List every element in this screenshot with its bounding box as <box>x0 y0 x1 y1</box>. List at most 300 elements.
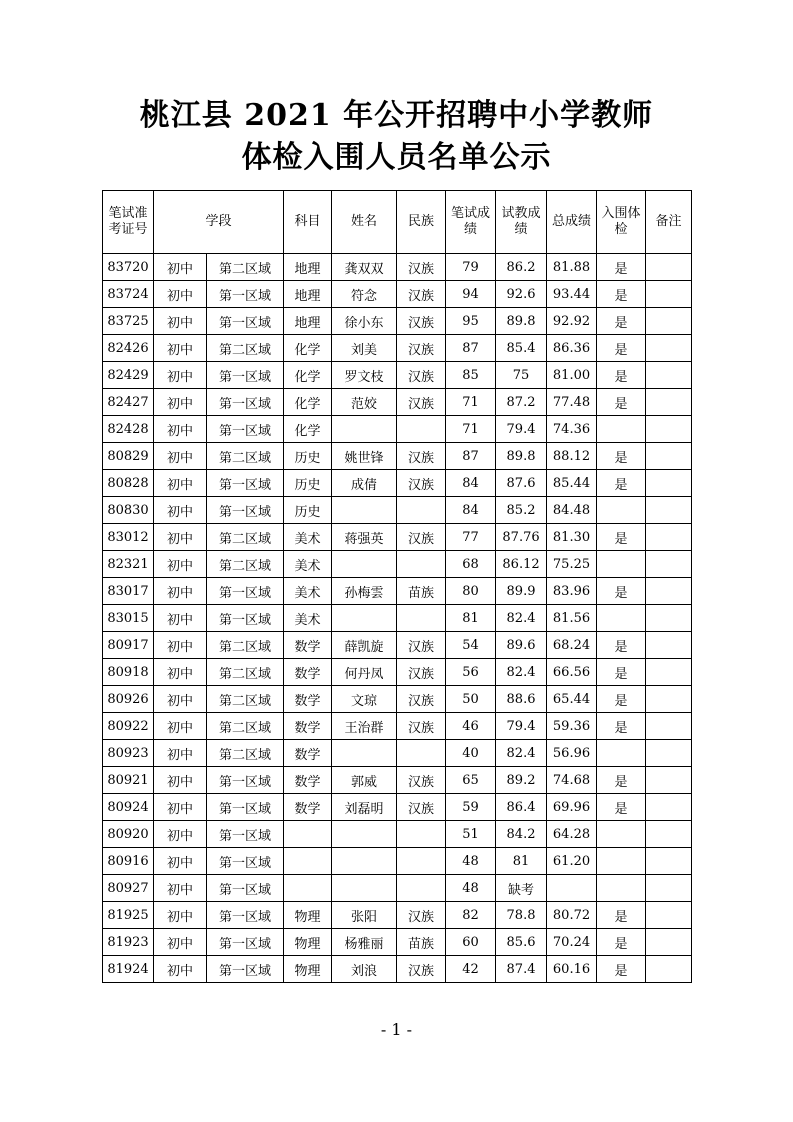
cell-total-score: 56.96 <box>547 740 597 767</box>
cell-subject: 美术 <box>284 578 332 605</box>
cell-teaching-score: 86.12 <box>496 551 547 578</box>
cell-written-score: 77 <box>446 524 496 551</box>
table-row <box>103 578 692 605</box>
cell-shortlisted <box>597 605 646 632</box>
cell-written-score: 48 <box>446 875 496 902</box>
cell-stage-level: 初中 <box>154 659 207 686</box>
cell-exam-id: 80926 <box>103 686 154 713</box>
cell-written-score: 95 <box>446 308 496 335</box>
cell-written-score: 87 <box>446 443 496 470</box>
cell-exam-id: 81923 <box>103 929 154 956</box>
cell-region: 第一区域 <box>207 308 284 335</box>
cell-stage-level: 初中 <box>154 524 207 551</box>
table-row <box>103 902 692 929</box>
cell-teaching-score: 86.4 <box>496 794 547 821</box>
cell-teaching-score: 89.8 <box>496 443 547 470</box>
cell-subject: 物理 <box>284 956 332 983</box>
cell-subject: 数学 <box>284 740 332 767</box>
cell-written-score: 54 <box>446 632 496 659</box>
cell-stage-level: 初中 <box>154 902 207 929</box>
cell-teaching-score: 78.8 <box>496 902 547 929</box>
cell-teaching-score: 84.2 <box>496 821 547 848</box>
cell-region: 第一区域 <box>207 281 284 308</box>
cell-shortlisted: 是 <box>597 956 646 983</box>
cell-name: 文琼 <box>332 686 397 713</box>
header-stage: 学段 <box>154 191 284 254</box>
cell-remarks <box>646 605 692 632</box>
cell-remarks <box>646 551 692 578</box>
cell-remarks <box>646 335 692 362</box>
cell-subject: 地理 <box>284 281 332 308</box>
cell-stage-level: 初中 <box>154 443 207 470</box>
cell-remarks <box>646 767 692 794</box>
cell-written-score: 85 <box>446 362 496 389</box>
header-row <box>103 191 692 254</box>
cell-ethnicity: 汉族 <box>397 902 446 929</box>
cell-shortlisted <box>597 497 646 524</box>
cell-region: 第一区域 <box>207 794 284 821</box>
cell-teaching-score: 88.6 <box>496 686 547 713</box>
cell-region: 第二区域 <box>207 443 284 470</box>
cell-ethnicity <box>397 416 446 443</box>
cell-subject: 地理 <box>284 308 332 335</box>
cell-name <box>332 740 397 767</box>
cell-subject: 历史 <box>284 443 332 470</box>
cell-exam-id: 80916 <box>103 848 154 875</box>
table-row <box>103 605 692 632</box>
cell-subject: 数学 <box>284 686 332 713</box>
table-row <box>103 632 692 659</box>
cell-stage-level: 初中 <box>154 551 207 578</box>
cell-teaching-score: 89.8 <box>496 308 547 335</box>
cell-remarks <box>646 740 692 767</box>
cell-remarks <box>646 929 692 956</box>
cell-name <box>332 848 397 875</box>
cell-name: 刘磊明 <box>332 794 397 821</box>
cell-ethnicity: 汉族 <box>397 713 446 740</box>
cell-remarks <box>646 578 692 605</box>
cell-exam-id: 82428 <box>103 416 154 443</box>
cell-shortlisted: 是 <box>597 713 646 740</box>
cell-total-score: 74.68 <box>547 767 597 794</box>
cell-exam-id: 80923 <box>103 740 154 767</box>
cell-teaching-score: 82.4 <box>496 659 547 686</box>
header-shortlisted: 入围体检 <box>597 191 646 254</box>
cell-shortlisted: 是 <box>597 389 646 416</box>
table-row <box>103 713 692 740</box>
cell-region: 第二区域 <box>207 551 284 578</box>
cell-region: 第一区域 <box>207 821 284 848</box>
header-ethnicity: 民族 <box>397 191 446 254</box>
cell-shortlisted <box>597 740 646 767</box>
cell-exam-id: 80924 <box>103 794 154 821</box>
cell-teaching-score: 87.76 <box>496 524 547 551</box>
cell-teaching-score: 85.2 <box>496 497 547 524</box>
cell-name: 何丹凤 <box>332 659 397 686</box>
cell-subject: 物理 <box>284 929 332 956</box>
cell-teaching-score: 87.2 <box>496 389 547 416</box>
cell-total-score: 59.36 <box>547 713 597 740</box>
cell-region: 第一区域 <box>207 848 284 875</box>
cell-total-score: 86.36 <box>547 335 597 362</box>
cell-ethnicity: 汉族 <box>397 308 446 335</box>
cell-exam-id: 80920 <box>103 821 154 848</box>
cell-written-score: 46 <box>446 713 496 740</box>
cell-written-score: 60 <box>446 929 496 956</box>
cell-region: 第一区域 <box>207 578 284 605</box>
cell-exam-id: 83720 <box>103 254 154 281</box>
table-row <box>103 362 692 389</box>
cell-written-score: 40 <box>446 740 496 767</box>
cell-written-score: 81 <box>446 605 496 632</box>
cell-written-score: 65 <box>446 767 496 794</box>
cell-stage-level: 初中 <box>154 767 207 794</box>
cell-ethnicity: 苗族 <box>397 578 446 605</box>
cell-exam-id: 80918 <box>103 659 154 686</box>
cell-stage-level: 初中 <box>154 470 207 497</box>
table-row <box>103 848 692 875</box>
cell-total-score: 80.72 <box>547 902 597 929</box>
cell-written-score: 71 <box>446 389 496 416</box>
cell-region: 第一区域 <box>207 497 284 524</box>
cell-total-score: 66.56 <box>547 659 597 686</box>
header-total-score: 总成绩 <box>547 191 597 254</box>
cell-remarks <box>646 389 692 416</box>
cell-written-score: 82 <box>446 902 496 929</box>
cell-shortlisted: 是 <box>597 524 646 551</box>
cell-ethnicity: 汉族 <box>397 389 446 416</box>
cell-teaching-score: 75 <box>496 362 547 389</box>
cell-subject: 美术 <box>284 605 332 632</box>
cell-exam-id: 80829 <box>103 443 154 470</box>
cell-remarks <box>646 281 692 308</box>
cell-region: 第一区域 <box>207 956 284 983</box>
cell-teaching-score: 89.6 <box>496 632 547 659</box>
cell-ethnicity: 汉族 <box>397 443 446 470</box>
cell-ethnicity: 苗族 <box>397 929 446 956</box>
cell-remarks <box>646 848 692 875</box>
table-row <box>103 821 692 848</box>
table-row <box>103 956 692 983</box>
cell-stage-level: 初中 <box>154 929 207 956</box>
cell-name <box>332 605 397 632</box>
cell-region: 第一区域 <box>207 929 284 956</box>
cell-ethnicity: 汉族 <box>397 254 446 281</box>
page-title-line1: 桃江县 2021 年公开招聘中小学教师 <box>139 98 654 133</box>
cell-total-score: 64.28 <box>547 821 597 848</box>
cell-written-score: 84 <box>446 470 496 497</box>
cell-subject: 化学 <box>284 416 332 443</box>
cell-subject: 数学 <box>284 767 332 794</box>
cell-total-score: 85.44 <box>547 470 597 497</box>
cell-subject <box>284 848 332 875</box>
cell-stage-level: 初中 <box>154 848 207 875</box>
cell-subject: 地理 <box>284 254 332 281</box>
table-row <box>103 497 692 524</box>
cell-remarks <box>646 713 692 740</box>
cell-exam-id: 83015 <box>103 605 154 632</box>
table-row <box>103 254 692 281</box>
cell-ethnicity <box>397 605 446 632</box>
cell-remarks <box>646 470 692 497</box>
cell-region: 第二区域 <box>207 254 284 281</box>
cell-name: 蒋强英 <box>332 524 397 551</box>
cell-teaching-score: 缺考 <box>496 875 547 902</box>
cell-stage-level: 初中 <box>154 578 207 605</box>
cell-subject: 历史 <box>284 497 332 524</box>
cell-remarks <box>646 308 692 335</box>
table-row <box>103 929 692 956</box>
cell-exam-id: 82429 <box>103 362 154 389</box>
cell-ethnicity <box>397 497 446 524</box>
cell-stage-level: 初中 <box>154 497 207 524</box>
cell-subject: 数学 <box>284 659 332 686</box>
cell-shortlisted: 是 <box>597 686 646 713</box>
cell-subject: 美术 <box>284 524 332 551</box>
table-row <box>103 686 692 713</box>
cell-teaching-score: 89.9 <box>496 578 547 605</box>
cell-region: 第二区域 <box>207 686 284 713</box>
cell-total-score: 81.30 <box>547 524 597 551</box>
cell-name: 刘浪 <box>332 956 397 983</box>
cell-remarks <box>646 659 692 686</box>
cell-region: 第一区域 <box>207 389 284 416</box>
cell-remarks <box>646 362 692 389</box>
cell-teaching-score: 81 <box>496 848 547 875</box>
header-remarks: 备注 <box>646 191 692 254</box>
cell-total-score: 81.00 <box>547 362 597 389</box>
cell-written-score: 87 <box>446 335 496 362</box>
cell-stage-level: 初中 <box>154 335 207 362</box>
cell-total-score: 75.25 <box>547 551 597 578</box>
cell-total-score: 61.20 <box>547 848 597 875</box>
cell-shortlisted: 是 <box>597 281 646 308</box>
cell-exam-id: 82426 <box>103 335 154 362</box>
cell-stage-level: 初中 <box>154 686 207 713</box>
cell-written-score: 84 <box>446 497 496 524</box>
cell-name: 范姣 <box>332 389 397 416</box>
cell-name: 成倩 <box>332 470 397 497</box>
cell-written-score: 71 <box>446 416 496 443</box>
cell-remarks <box>646 821 692 848</box>
cell-region: 第二区域 <box>207 740 284 767</box>
table-row <box>103 551 692 578</box>
cell-shortlisted <box>597 416 646 443</box>
cell-shortlisted: 是 <box>597 443 646 470</box>
cell-total-score: 88.12 <box>547 443 597 470</box>
cell-written-score: 42 <box>446 956 496 983</box>
cell-total-score: 60.16 <box>547 956 597 983</box>
cell-name <box>332 416 397 443</box>
cell-exam-id: 80922 <box>103 713 154 740</box>
cell-shortlisted <box>597 848 646 875</box>
cell-shortlisted: 是 <box>597 659 646 686</box>
cell-ethnicity: 汉族 <box>397 362 446 389</box>
cell-stage-level: 初中 <box>154 362 207 389</box>
cell-stage-level: 初中 <box>154 389 207 416</box>
cell-region: 第二区域 <box>207 524 284 551</box>
header-written-score: 笔试成绩 <box>446 191 496 254</box>
cell-ethnicity: 汉族 <box>397 767 446 794</box>
cell-region: 第二区域 <box>207 659 284 686</box>
table-row <box>103 470 692 497</box>
cell-exam-id: 80927 <box>103 875 154 902</box>
cell-region: 第一区域 <box>207 902 284 929</box>
cell-remarks <box>646 632 692 659</box>
cell-ethnicity <box>397 848 446 875</box>
cell-shortlisted: 是 <box>597 794 646 821</box>
cell-written-score: 79 <box>446 254 496 281</box>
cell-written-score: 56 <box>446 659 496 686</box>
header-subject: 科目 <box>284 191 332 254</box>
cell-written-score: 48 <box>446 848 496 875</box>
cell-region: 第一区域 <box>207 875 284 902</box>
cell-stage-level: 初中 <box>154 632 207 659</box>
cell-total-score: 77.48 <box>547 389 597 416</box>
cell-teaching-score: 79.4 <box>496 713 547 740</box>
cell-remarks <box>646 956 692 983</box>
cell-name: 张阳 <box>332 902 397 929</box>
cell-exam-id: 81925 <box>103 902 154 929</box>
cell-shortlisted: 是 <box>597 929 646 956</box>
cell-subject: 历史 <box>284 470 332 497</box>
cell-ethnicity: 汉族 <box>397 335 446 362</box>
table-row <box>103 416 692 443</box>
cell-name: 符念 <box>332 281 397 308</box>
cell-shortlisted: 是 <box>597 470 646 497</box>
cell-region: 第二区域 <box>207 632 284 659</box>
cell-total-score: 70.24 <box>547 929 597 956</box>
cell-remarks <box>646 686 692 713</box>
cell-shortlisted: 是 <box>597 335 646 362</box>
cell-ethnicity <box>397 740 446 767</box>
cell-written-score: 59 <box>446 794 496 821</box>
cell-teaching-score: 87.6 <box>496 470 547 497</box>
cell-stage-level: 初中 <box>154 875 207 902</box>
cell-name: 徐小东 <box>332 308 397 335</box>
cell-subject: 数学 <box>284 794 332 821</box>
cell-total-score: 69.96 <box>547 794 597 821</box>
cell-teaching-score: 79.4 <box>496 416 547 443</box>
cell-written-score: 68 <box>446 551 496 578</box>
cell-region: 第二区域 <box>207 713 284 740</box>
table-row <box>103 443 692 470</box>
cell-exam-id: 83017 <box>103 578 154 605</box>
cell-region: 第一区域 <box>207 605 284 632</box>
cell-total-score: 92.92 <box>547 308 597 335</box>
cell-name <box>332 821 397 848</box>
table-row <box>103 335 692 362</box>
cell-exam-id: 80917 <box>103 632 154 659</box>
cell-shortlisted: 是 <box>597 254 646 281</box>
cell-name: 郭威 <box>332 767 397 794</box>
cell-shortlisted: 是 <box>597 308 646 335</box>
cell-exam-id: 83724 <box>103 281 154 308</box>
table-row <box>103 740 692 767</box>
page-title-line2: 体检入围人员名单公示 <box>241 140 552 175</box>
cell-total-score: 81.88 <box>547 254 597 281</box>
cell-stage-level: 初中 <box>154 821 207 848</box>
cell-name: 王治群 <box>332 713 397 740</box>
cell-stage-level: 初中 <box>154 416 207 443</box>
cell-subject: 化学 <box>284 335 332 362</box>
table-row <box>103 767 692 794</box>
cell-stage-level: 初中 <box>154 740 207 767</box>
cell-region: 第一区域 <box>207 470 284 497</box>
cell-remarks <box>646 524 692 551</box>
table-row <box>103 389 692 416</box>
table-row <box>103 524 692 551</box>
cell-ethnicity <box>397 875 446 902</box>
cell-name: 刘美 <box>332 335 397 362</box>
cell-exam-id: 80828 <box>103 470 154 497</box>
cell-name: 姚世锋 <box>332 443 397 470</box>
cell-written-score: 51 <box>446 821 496 848</box>
cell-stage-level: 初中 <box>154 794 207 821</box>
cell-ethnicity: 汉族 <box>397 659 446 686</box>
cell-remarks <box>646 443 692 470</box>
header-name: 姓名 <box>332 191 397 254</box>
cell-total-score: 81.56 <box>547 605 597 632</box>
cell-remarks <box>646 254 692 281</box>
cell-name: 罗文枝 <box>332 362 397 389</box>
cell-remarks <box>646 497 692 524</box>
header-exam-id: 笔试准考证号 <box>103 191 154 254</box>
cell-total-score <box>547 875 597 902</box>
cell-name: 龚双双 <box>332 254 397 281</box>
cell-stage-level: 初中 <box>154 254 207 281</box>
cell-exam-id: 80921 <box>103 767 154 794</box>
cell-teaching-score: 87.4 <box>496 956 547 983</box>
cell-teaching-score: 86.2 <box>496 254 547 281</box>
cell-ethnicity: 汉族 <box>397 956 446 983</box>
cell-subject: 化学 <box>284 362 332 389</box>
cell-written-score: 80 <box>446 578 496 605</box>
cell-teaching-score: 82.4 <box>496 740 547 767</box>
cell-exam-id: 83725 <box>103 308 154 335</box>
cell-exam-id: 83012 <box>103 524 154 551</box>
cell-shortlisted: 是 <box>597 362 646 389</box>
cell-total-score: 65.44 <box>547 686 597 713</box>
cell-name <box>332 497 397 524</box>
cell-written-score: 50 <box>446 686 496 713</box>
cell-teaching-score: 85.6 <box>496 929 547 956</box>
cell-stage-level: 初中 <box>154 713 207 740</box>
cell-ethnicity: 汉族 <box>397 470 446 497</box>
cell-subject: 数学 <box>284 713 332 740</box>
cell-name <box>332 551 397 578</box>
cell-remarks <box>646 416 692 443</box>
cell-stage-level: 初中 <box>154 308 207 335</box>
cell-shortlisted: 是 <box>597 578 646 605</box>
cell-stage-level: 初中 <box>154 956 207 983</box>
header-teaching-score: 试教成绩 <box>496 191 547 254</box>
cell-subject: 化学 <box>284 389 332 416</box>
cell-total-score: 84.48 <box>547 497 597 524</box>
cell-remarks <box>646 794 692 821</box>
cell-exam-id: 80830 <box>103 497 154 524</box>
cell-region: 第二区域 <box>207 335 284 362</box>
cell-ethnicity: 汉族 <box>397 686 446 713</box>
cell-name: 孙梅雲 <box>332 578 397 605</box>
cell-name: 薛凯旋 <box>332 632 397 659</box>
cell-subject: 数学 <box>284 632 332 659</box>
cell-ethnicity: 汉族 <box>397 632 446 659</box>
cell-stage-level: 初中 <box>154 281 207 308</box>
cell-region: 第一区域 <box>207 416 284 443</box>
cell-teaching-score: 92.6 <box>496 281 547 308</box>
cell-shortlisted <box>597 821 646 848</box>
